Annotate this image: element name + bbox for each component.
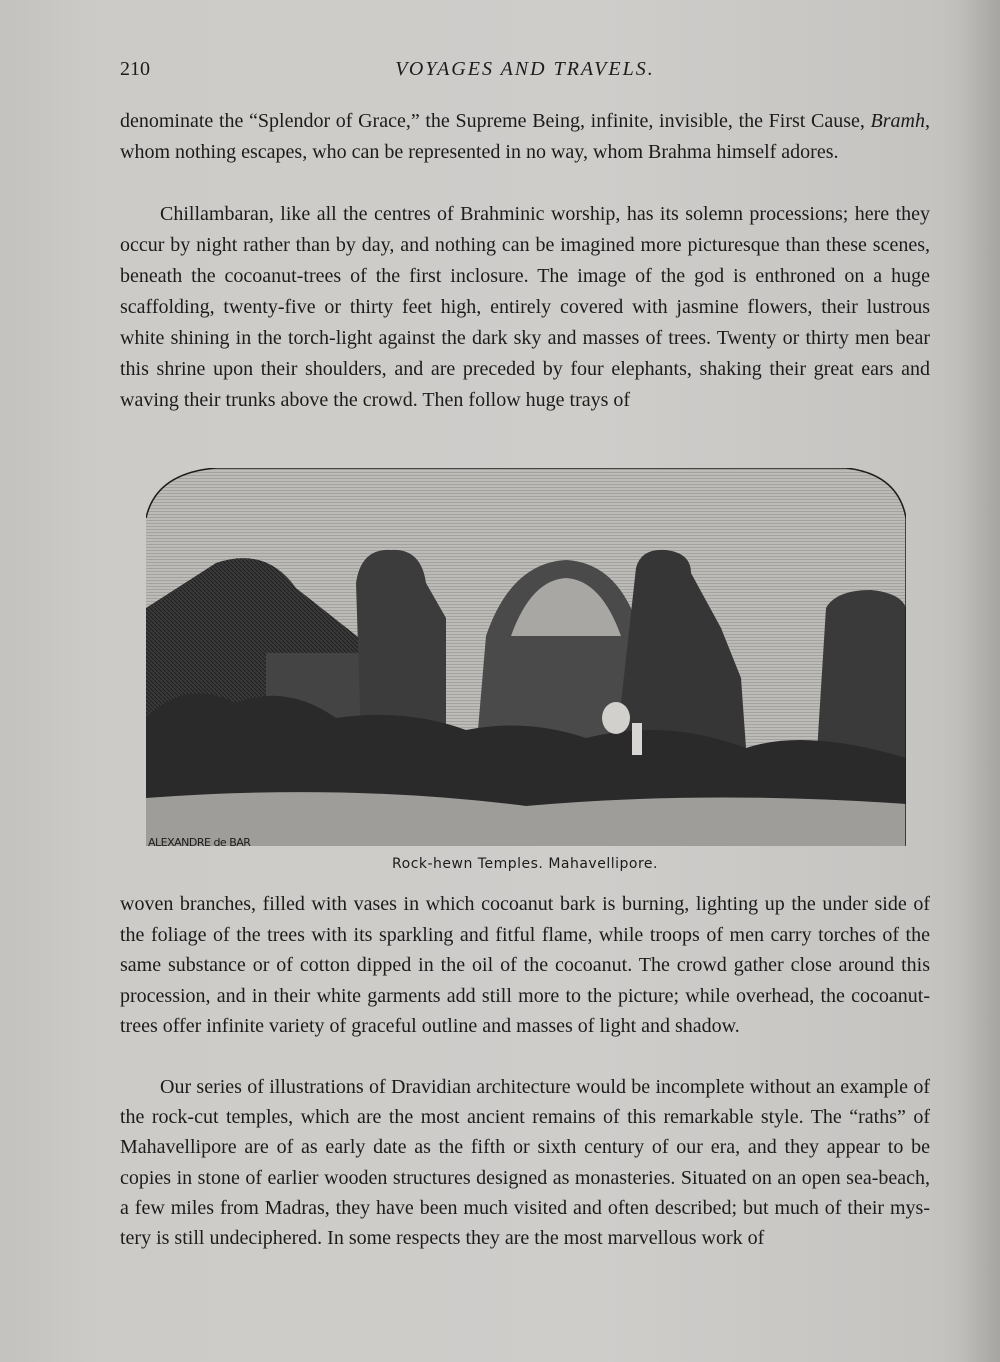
- paragraph-4: Our series of illustrations of Dravidian architecture would be incomplete without an example of the rock-cut temples, which are the most ancient remains of this remarkable style. The “raths” of Mahavellipore are of as early date as the fifth or sixth century of our era, and they appear to be copies in stone of earlier wooden structures designed as monasteries. Situated on an open sea-beach, a few miles from Madras, they have been much visited and often described; but much of their mystery is still undeciphered. In some respects they are the most marvellous work of: [120, 1076, 930, 1250]
- page-header: [120, 58, 930, 88]
- paragraph-1-text-b: , whom nothing escapes, who can be represented in no way, whom Brahma himself adores.: [120, 110, 930, 163]
- artist-signature: ALEXANDRE de BAR: [148, 836, 251, 849]
- temple-tower-far-right: [816, 590, 906, 768]
- paragraph-1-text-a: denominate the “Splendor of Grace,” the Supreme Being, infinite, invisible, the First Cause,: [120, 110, 871, 132]
- paragraph-2: Chillambaran, like all the centres of Brahminic worship, has its solemn processions; here they occur by night rather than by day, and nothing can be imagined more picturesque than these scenes, beneath the cocoanut-trees of the first inclosure. The image of the god is enthroned on a huge scaffolding, twenty-five or thirty feet high, entirely covered with jasmine flowers, their lustrous white shining in the torch-light against the dark sky and masses of trees. Twenty or thirty men bear this shrine upon their shoulders, and are preceded by four elephants, shaking their great ears and waving their trunks above the crowd. Then follow huge trays of: [120, 203, 930, 411]
- running-title: VOYAGES AND TRAVELS.: [395, 58, 655, 80]
- figure-caption: Rock-hewn Temples. Mahavellipore.: [392, 856, 658, 872]
- standing-figure: [632, 723, 642, 755]
- engraving-illustration: [146, 468, 906, 846]
- paragraph-1: [120, 106, 930, 168]
- page-edge-shadow: [960, 0, 1000, 1362]
- page-number: 210: [120, 58, 150, 80]
- paragraph-3: woven branches, filled with vases in which cocoanut bark is burning, lighting up the under side of the foliage of the trees with its sparkling and fitful flame, while troops of men carry torches of the same substance or of cotton dipped in the oil of the cocoanut. The crowd gather close around this procession, and in their white garments add still more to the picture; while overhead, the cocoanut-trees offer infinite variety of graceful outline and masses of light and shadow.: [120, 893, 930, 1037]
- paragraph-1-italic: Bramh: [870, 110, 925, 132]
- engraving-rock-hewn-temples: [146, 468, 906, 846]
- lion-sculpture: [602, 702, 630, 734]
